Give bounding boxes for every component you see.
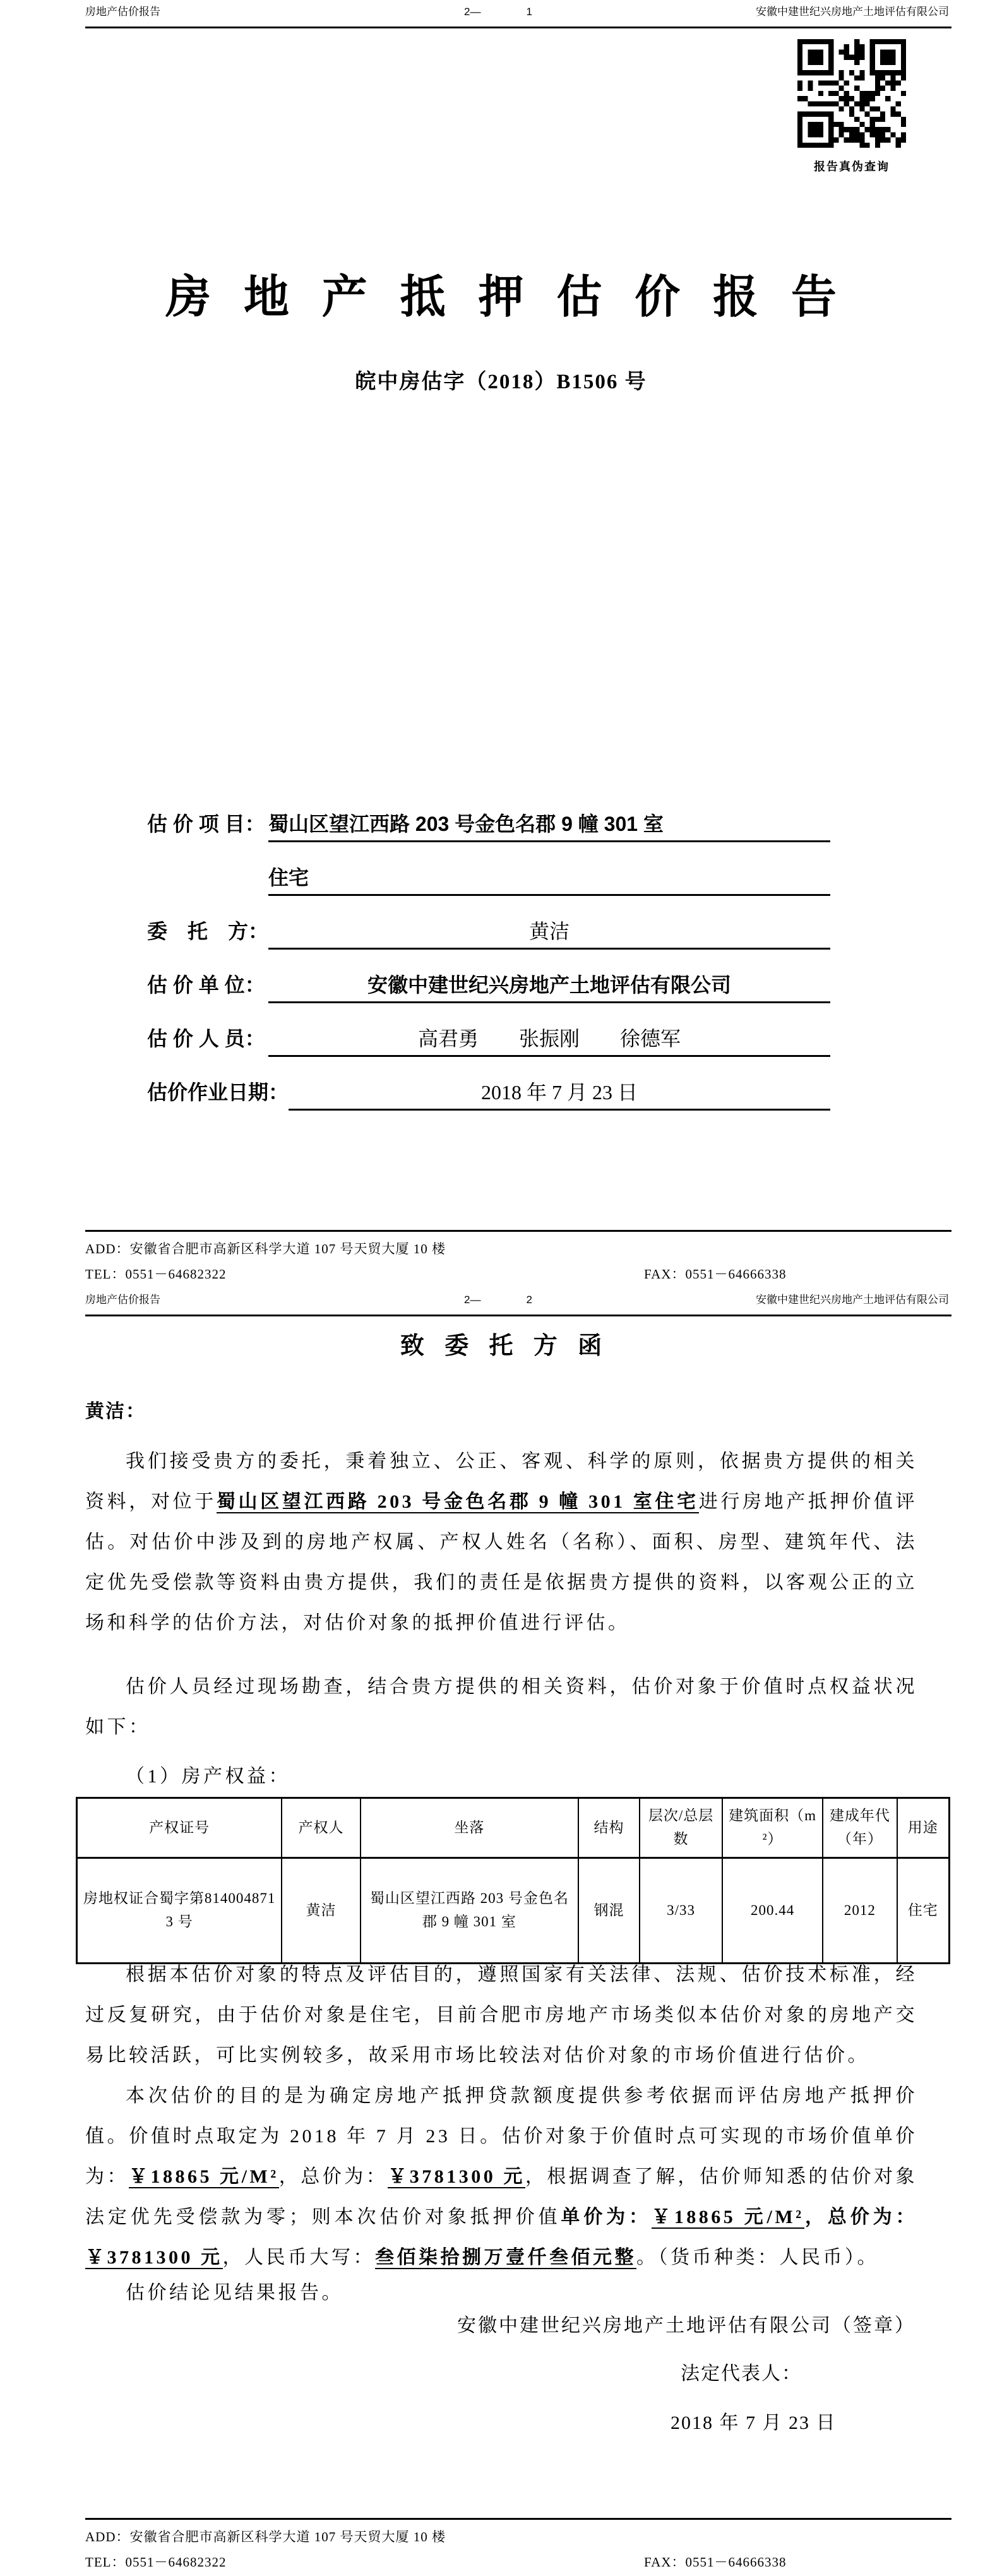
signature-date: 2018 年 7 月 23 日	[671, 2412, 837, 2433]
letter-paragraph-method	[85, 1955, 917, 2076]
header-report-type: 房地产估价报告	[85, 6, 160, 18]
table-cell: 200.44	[722, 1858, 823, 1964]
header-report-type: 房地产估价报告	[85, 1294, 160, 1306]
table-cell: 房地权证合蜀字第8140048713 号	[77, 1858, 282, 1964]
form-row-client	[147, 915, 830, 948]
project-label: 估 价 项 目：	[147, 813, 265, 835]
footer-contacts	[85, 2553, 951, 2576]
qr-caption: 报告真伪查询	[814, 160, 890, 173]
letter-paragraph-survey	[85, 1667, 917, 1748]
client-label: 委 托 方：	[147, 920, 269, 943]
footer-contacts	[85, 1265, 951, 1288]
table-header-cell: 结构	[578, 1798, 640, 1858]
header-pagination	[464, 5, 532, 19]
header-page-number: 1	[526, 6, 532, 18]
letter-paragraph-value	[85, 2076, 917, 2278]
letter-paragraph-text: 我们接受贵方的委托，秉着独立、公正、客观、科学的原则，依据贵方提供的相关资料，对位于蜀山区望江西路 203 号金色名郡 9 幢 301 室住宅进行房地产抵押价值评估。对估价中涉及到的房地产权属、产权人姓名（名称）、面积、房型、建筑年代、法定优先受偿款等资料由贵方提供，我们的责任是依据贵方提供的资料，以客观公正的立场和科学的估价方法，对估价对象的抵押价值进行评估。	[85, 1451, 918, 1633]
table-header-cell: 坐落	[361, 1798, 579, 1858]
table-header-cell: 建筑面积（m²）	[722, 1798, 823, 1858]
valuation-date-value: 2018 年 7 月 23 日	[289, 1076, 830, 1111]
form-row-agency	[147, 969, 830, 1002]
form-row-valuation-date	[147, 1076, 830, 1109]
footer-tel: TEL：0551－64682322	[85, 2555, 227, 2570]
form-row-project-line2	[147, 862, 830, 895]
header-pagination	[464, 1293, 532, 1307]
table-header-cell: 用途	[897, 1798, 950, 1858]
header-page-prefix: 2—	[464, 6, 481, 18]
page-1-running-header	[85, 5, 951, 28]
signature-legal-representative: 法定代表人：	[681, 2363, 802, 2384]
footer-tel: TEL：0551－64682322	[85, 1267, 227, 1282]
report-main-title: 房地产抵押估价报告	[165, 272, 869, 323]
cover-form	[147, 808, 830, 1130]
letter-paragraph-text: （1）房产权益：	[126, 1766, 290, 1787]
letter-paragraph-text: 估价结论见结果报告。	[126, 2282, 343, 2303]
page-2-footer	[85, 2518, 951, 2576]
table-cell: 钢混	[578, 1858, 640, 1964]
client-value: 黄洁	[268, 915, 830, 950]
header-page-number: 2	[526, 1294, 532, 1306]
agency-value: 安徽中建世纪兴房地产土地评估有限公司	[268, 969, 830, 1003]
letter-paragraph-intro	[85, 1441, 917, 1643]
letter-salutation: 黄洁：	[85, 1401, 146, 1422]
qr-block	[797, 39, 906, 174]
qr-code-icon	[797, 39, 906, 148]
letter-paragraph-conclusion	[85, 2273, 917, 2313]
table-header-cell: 建成年代（年）	[823, 1798, 897, 1858]
header-company-name: 安徽中建世纪兴房地产土地评估有限公司	[756, 1294, 949, 1306]
property-rights-table	[76, 1797, 950, 1964]
project-value-line2: 住宅	[268, 862, 830, 896]
table-data-row	[77, 1858, 950, 1964]
form-row-project	[147, 808, 830, 841]
table-header-cell: 产权人	[282, 1798, 360, 1858]
table-header-row	[77, 1798, 950, 1858]
table-cell: 蜀山区望江西路 203 号金色名郡 9 幢 301 室	[361, 1858, 579, 1964]
footer-fax: FAX：0551－64666338	[644, 1267, 787, 1282]
page-2-running-header	[85, 1293, 951, 1316]
page-1-footer	[85, 1230, 951, 1288]
table-cell: 3/33	[640, 1858, 722, 1964]
footer-address: ADD：安徽省合肥市高新区科学大道 107 号天贸大厦 10 楼	[85, 2529, 446, 2544]
table-cell: 住宅	[897, 1858, 950, 1964]
appraisers-value: 高君勇 张振刚 徐德军	[268, 1023, 830, 1057]
page-2	[0, 1288, 1002, 2576]
letter-paragraph-text: 估价人员经过现场勘查，结合贵方提供的相关资料，估价对象于价值时点权益状况如下：	[85, 1676, 917, 1738]
table-cell: 黄洁	[282, 1858, 360, 1964]
letter-paragraph-text: 本次估价的目的是为确定房地产抵押贷款额度提供参考依据而评估房地产抵押价值。价值时点取定为 2018 年 7 月 23 日。估价对象于价值时点可实现的市场价值单价为：￥18865 元/M²，总价为：￥3781300 元，根据调查了解，估价师知悉的估价对象法定优先受偿款为零；则本次估价对象抵押价值单价为：￥18865 元/M²，总价为：￥3781300 元，人民币大写：叁佰柒拾捌万壹仟叁佰元整。（货币种类：人民币）。	[85, 2085, 918, 2268]
appraisers-label: 估 价 人 员：	[147, 1027, 265, 1050]
valuation-date-label: 估价作业日期：	[147, 1081, 289, 1104]
header-page-prefix: 2—	[464, 1294, 481, 1306]
letter-paragraph-text: 根据本估价对象的特点及评估目的，遵照国家有关法律、法规、估价技术标准，经过反复研究，由于估价对象是住宅，目前合肥市房地产市场类似本估价对象的房地产交易比较活跃，可比实例较多，故采用市场比较法对估价对象的市场价值进行估价。	[85, 1964, 917, 2066]
table-header-cell: 产权证号	[77, 1798, 282, 1858]
form-row-appraisers	[147, 1023, 830, 1056]
letter-title: 致委托方函	[400, 1333, 623, 1359]
table-header-cell: 层次/总层数	[640, 1798, 722, 1858]
footer-address: ADD：安徽省合肥市高新区科学大道 107 号天贸大厦 10 楼	[85, 1241, 446, 1256]
table-cell: 2012	[823, 1858, 897, 1964]
letter-paragraph-item1	[85, 1756, 917, 1797]
header-company-name: 安徽中建世纪兴房地产土地评估有限公司	[756, 6, 949, 18]
report-number: 皖中房估字（2018）B1506 号	[355, 371, 647, 393]
signature-company: 安徽中建世纪兴房地产土地评估有限公司（签章）	[457, 2315, 916, 2336]
project-value-line1: 蜀山区望江西路 203 号金色名郡 9 幢 301 室	[268, 808, 830, 842]
agency-label: 估 价 单 位：	[147, 974, 265, 996]
footer-fax: FAX：0551－64666338	[644, 2555, 787, 2570]
